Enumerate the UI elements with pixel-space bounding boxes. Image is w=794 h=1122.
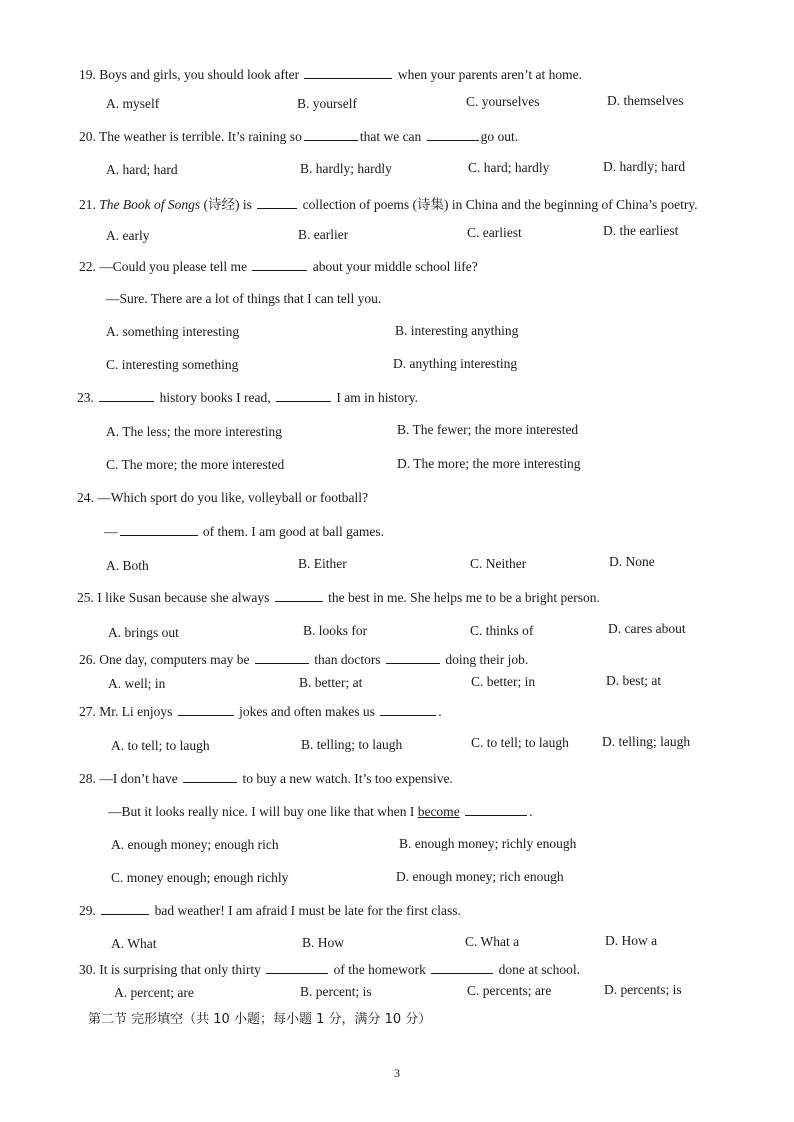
question-28-stem bbox=[79, 771, 453, 787]
question-number: 21. bbox=[79, 197, 96, 212]
option-a: A. to tell; to laugh bbox=[111, 738, 210, 753]
stem-text: 27. Mr. Li enjoys bbox=[79, 704, 173, 719]
option-b: B. hardly; hardly bbox=[300, 161, 392, 176]
stem-text: collection of poems (诗集) in China and the beginning of China’s poetry. bbox=[302, 197, 698, 212]
stem-text: 19. Boys and girls, you should look after bbox=[79, 67, 300, 82]
answer-blank bbox=[304, 129, 358, 141]
option-c: C. better; in bbox=[471, 674, 536, 689]
option-a: A. The less; the more interesting bbox=[106, 424, 282, 439]
option-b: B. telling; to laugh bbox=[301, 737, 403, 752]
option-d: D. None bbox=[609, 554, 655, 569]
option-a: A. early bbox=[106, 228, 150, 243]
answer-blank bbox=[275, 590, 323, 602]
answer-blank bbox=[304, 67, 392, 79]
question-24-stem: 24. —Which sport do you like, volleyball or football? bbox=[77, 490, 368, 505]
stem-text: about your middle school life? bbox=[312, 259, 478, 274]
question-22-stem bbox=[79, 259, 478, 275]
stem-text: of the homework bbox=[333, 962, 426, 977]
answer-blank bbox=[120, 524, 198, 536]
question-23-stem bbox=[77, 390, 418, 406]
option-a: A. enough money; enough rich bbox=[111, 837, 279, 852]
option-a: A. myself bbox=[106, 96, 160, 111]
option-d: D. the earliest bbox=[603, 223, 679, 238]
stem-text: the best in me. She helps me to be a bright person. bbox=[328, 590, 600, 605]
section-heading: 第二节 完形填空（共 10 小题；每小题 1 分，满分 10 分） bbox=[88, 1012, 432, 1027]
stem-text: done at school. bbox=[498, 962, 580, 977]
answer-blank bbox=[255, 652, 309, 664]
option-a: A. hard; hard bbox=[106, 162, 178, 177]
stem-text: jokes and often makes us bbox=[239, 704, 375, 719]
stem-text: 22. —Could you please tell me bbox=[79, 259, 247, 274]
option-b: B. enough money; richly enough bbox=[399, 836, 577, 851]
option-d: D. percents; is bbox=[604, 982, 682, 997]
stem-text: that we can bbox=[359, 129, 422, 144]
stem-text: 23. bbox=[77, 390, 94, 405]
answer-blank bbox=[178, 704, 234, 716]
stem-text: 29. bbox=[79, 903, 96, 918]
question-27-stem bbox=[79, 704, 442, 720]
option-d: D. best; at bbox=[606, 673, 662, 688]
question-21-stem bbox=[79, 193, 698, 213]
stem-text: of them. I am good at ball games. bbox=[202, 524, 384, 539]
option-c: C. Neither bbox=[470, 556, 527, 571]
option-d: D. The more; the more interesting bbox=[397, 456, 581, 471]
option-a: A. What bbox=[111, 936, 157, 951]
option-b: B. percent; is bbox=[300, 984, 372, 999]
stem-text: . bbox=[438, 704, 442, 719]
option-b: B. better; at bbox=[299, 675, 363, 690]
option-b: B. Either bbox=[298, 556, 347, 571]
option-c: C. What a bbox=[465, 934, 520, 949]
reply-text bbox=[108, 804, 532, 820]
option-a: A. percent; are bbox=[114, 985, 194, 1000]
question-29-stem bbox=[79, 903, 461, 919]
answer-blank bbox=[101, 903, 149, 915]
option-d: D. hardly; hard bbox=[603, 159, 686, 174]
option-b: B. earlier bbox=[298, 227, 349, 242]
answer-blank bbox=[380, 704, 436, 716]
stem-text: 30. It is surprising that only thirty bbox=[79, 962, 261, 977]
option-b: B. The fewer; the more interested bbox=[397, 422, 579, 437]
option-a: A. Both bbox=[106, 558, 149, 573]
reply-text: —Sure. There are a lot of things that I can tell you. bbox=[106, 291, 382, 306]
option-b: B. looks for bbox=[303, 623, 368, 638]
answer-blank bbox=[99, 390, 154, 402]
answer-blank bbox=[427, 129, 479, 141]
stem-text: (诗经) is bbox=[203, 197, 252, 212]
option-a: A. well; in bbox=[108, 676, 166, 691]
option-c: C. hard; hardly bbox=[468, 160, 550, 175]
option-d: D. themselves bbox=[607, 93, 684, 108]
option-d: D. How a bbox=[605, 933, 658, 948]
stem-text: when your parents aren’t at home. bbox=[397, 67, 583, 82]
question-19-stem bbox=[79, 67, 582, 83]
question-30-stem bbox=[79, 962, 580, 978]
option-b: B. How bbox=[302, 935, 345, 950]
answer-blank bbox=[465, 804, 527, 816]
option-c: C. to tell; to laugh bbox=[471, 735, 569, 750]
stem-text: —But it looks really nice. I will buy one like that when I bbox=[108, 804, 415, 819]
answer-blank bbox=[386, 652, 440, 664]
page-number: 3 bbox=[394, 1066, 400, 1080]
question-26-stem bbox=[79, 652, 528, 668]
option-d: D. enough money; rich enough bbox=[396, 869, 564, 884]
reply-text bbox=[104, 524, 384, 540]
option-c: C. percents; are bbox=[467, 983, 552, 998]
book-title: The Book of Songs bbox=[99, 197, 201, 212]
option-b: B. yourself bbox=[297, 96, 357, 111]
option-c: C. The more; the more interested bbox=[106, 457, 285, 472]
option-a: A. something interesting bbox=[106, 324, 240, 339]
stem-text: go out. bbox=[480, 129, 519, 144]
option-c: C. thinks of bbox=[470, 623, 534, 638]
answer-blank bbox=[431, 962, 493, 974]
stem-text: 25. I like Susan because she always bbox=[77, 590, 270, 605]
answer-blank bbox=[266, 962, 328, 974]
option-d: D. cares about bbox=[608, 621, 686, 636]
answer-blank bbox=[183, 771, 237, 783]
option-d: D. telling; laugh bbox=[602, 734, 691, 749]
answer-blank bbox=[252, 259, 307, 271]
option-d: D. anything interesting bbox=[393, 356, 518, 371]
option-b: B. interesting anything bbox=[395, 323, 519, 338]
option-c: C. money enough; enough richly bbox=[111, 870, 289, 885]
answer-blank bbox=[257, 197, 297, 209]
option-c: C. yourselves bbox=[466, 94, 540, 109]
stem-text: 20. The weather is terrible. It’s raining so bbox=[79, 129, 302, 144]
stem-text: history books I read, bbox=[159, 390, 271, 405]
option-c: C. interesting something bbox=[106, 357, 239, 372]
option-a: A. brings out bbox=[108, 625, 179, 640]
stem-text: 28. —I don’t have bbox=[79, 771, 178, 786]
stem-text: bad weather! I am afraid I must be late for the first class. bbox=[154, 903, 461, 918]
underlined-word: become bbox=[417, 804, 460, 819]
stem-text: I am in history. bbox=[336, 390, 418, 405]
stem-text: 26. One day, computers may be bbox=[79, 652, 250, 667]
dash: — bbox=[104, 524, 118, 539]
stem-text: doing their job. bbox=[445, 652, 529, 667]
question-25-stem bbox=[77, 590, 600, 606]
option-c: C. earliest bbox=[467, 225, 522, 240]
question-20-stem bbox=[79, 129, 518, 145]
stem-text: . bbox=[529, 804, 533, 819]
stem-text: to buy a new watch. It’s too expensive. bbox=[242, 771, 453, 786]
answer-blank bbox=[276, 390, 331, 402]
stem-text: than doctors bbox=[314, 652, 381, 667]
